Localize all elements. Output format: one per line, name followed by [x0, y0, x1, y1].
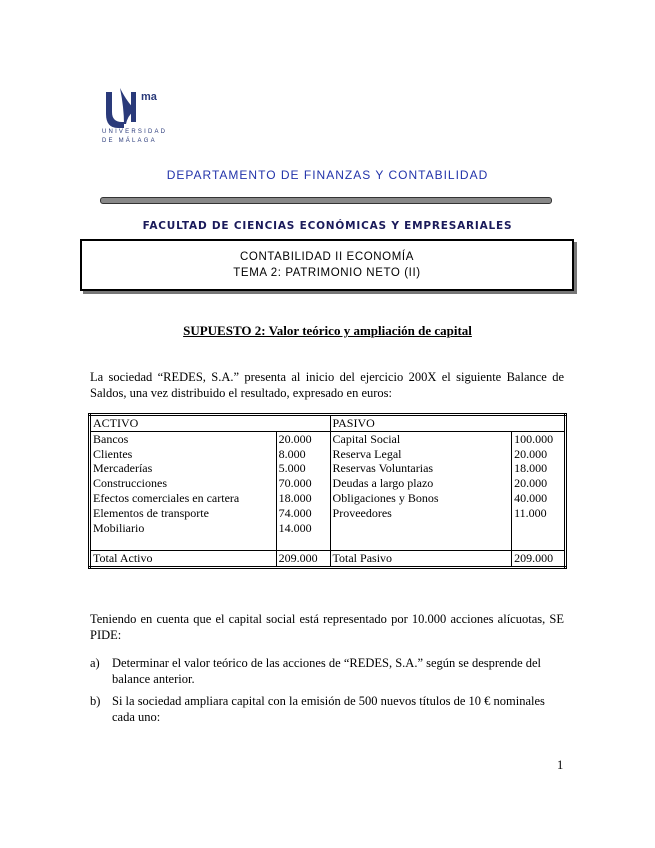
page-number: 1 [557, 758, 564, 772]
activo-label: Bancos [93, 431, 129, 446]
activo-label: Efectos comerciales en cartera [93, 490, 240, 505]
pasivo-label: Reservas Voluntarias [332, 461, 434, 476]
activo-header: ACTIVO [90, 415, 331, 432]
header-divider [100, 197, 552, 204]
university-name [102, 128, 167, 146]
total-activo-value: 209.000 [276, 550, 330, 567]
total-activo-label: Total Activo [90, 550, 277, 567]
pasivo-value: 20.000 [514, 446, 548, 461]
pasivo-value: 11.000 [514, 505, 547, 520]
activo-value: 20.000 [278, 431, 312, 446]
activo-value: 8.000 [278, 446, 306, 461]
intro-paragraph: La sociedad “REDES, S.A.” presenta al inicio del ejercicio 200X el siguiente Balance de Saldos, una vez distribuido el resultado, expresado en euros: [90, 370, 564, 400]
question-item [90, 693, 564, 725]
pasivo-value: 100.000 [514, 431, 554, 446]
total-pasivo-label: Total Pasivo [330, 550, 512, 567]
activo-label: Mobiliario [93, 520, 145, 535]
pasivo-label: Proveedores [332, 505, 392, 520]
activo-label: Clientes [93, 446, 133, 461]
pasivo-values [512, 431, 566, 550]
question-item [90, 655, 564, 687]
balance-table [88, 413, 567, 569]
activo-value: 18.000 [278, 490, 312, 505]
total-pasivo-value: 209.000 [512, 550, 566, 567]
pasivo-label: Reserva Legal [332, 446, 402, 461]
pasivo-labels [330, 431, 512, 550]
pasivo-value: 18.000 [514, 461, 548, 476]
question-label: b) [90, 694, 101, 708]
question-text: Determinar el valor teórico de las acciones de “REDES, S.A.” según se desprende del balance anterior. [112, 656, 542, 686]
activo-labels [90, 431, 277, 550]
pasivo-value: 20.000 [514, 476, 548, 491]
balance-header-row [90, 415, 566, 432]
question-text: Si la sociedad ampliara capital con la emisión de 500 nuevos títulos de 10 € nominales cada uno: [112, 694, 545, 724]
activo-label: Mercaderías [93, 461, 153, 476]
logo-text: ma [141, 91, 157, 103]
university-line-1: UNIVERSIDAD [102, 129, 168, 135]
university-line-2: DE MÁLAGA [102, 138, 157, 144]
statement-paragraph: Teniendo en cuenta que el capital social está representado por 10.000 acciones alícuotas, SE PIDE: [90, 612, 564, 642]
pasivo-label: Capital Social [332, 431, 401, 446]
department-title: DEPARTAMENTO DE FINANZAS Y CONTABILIDAD [166, 168, 489, 182]
course-name: CONTABILIDAD II ECONOMÍA [240, 251, 414, 263]
pasivo-value: 40.000 [514, 490, 548, 505]
balance-body-row [90, 431, 566, 550]
activo-value: 5.000 [278, 461, 306, 476]
activo-value: 74.000 [278, 505, 312, 520]
topic-name: TEMA 2: PATRIMONIO NETO (II) [233, 267, 421, 279]
activo-value: 14.000 [278, 520, 312, 535]
pasivo-label: Obligaciones y Bonos [332, 490, 439, 505]
course-box [80, 239, 574, 291]
activo-value: 70.000 [278, 476, 312, 491]
activo-values [276, 431, 330, 550]
activo-label: Elementos de transporte [93, 505, 209, 520]
balance-total-row [90, 550, 566, 567]
activo-label: Construcciones [93, 476, 167, 491]
pasivo-label: Deudas a largo plazo [332, 476, 434, 491]
exercise-title: SUPUESTO 2: Valor teórico y ampliación de capital [183, 323, 472, 338]
faculty-title: FACULTAD DE CIENCIAS ECONÓMICAS Y EMPRESARIALES [142, 220, 513, 232]
question-label: a) [90, 656, 100, 670]
pasivo-header: PASIVO [330, 415, 565, 432]
